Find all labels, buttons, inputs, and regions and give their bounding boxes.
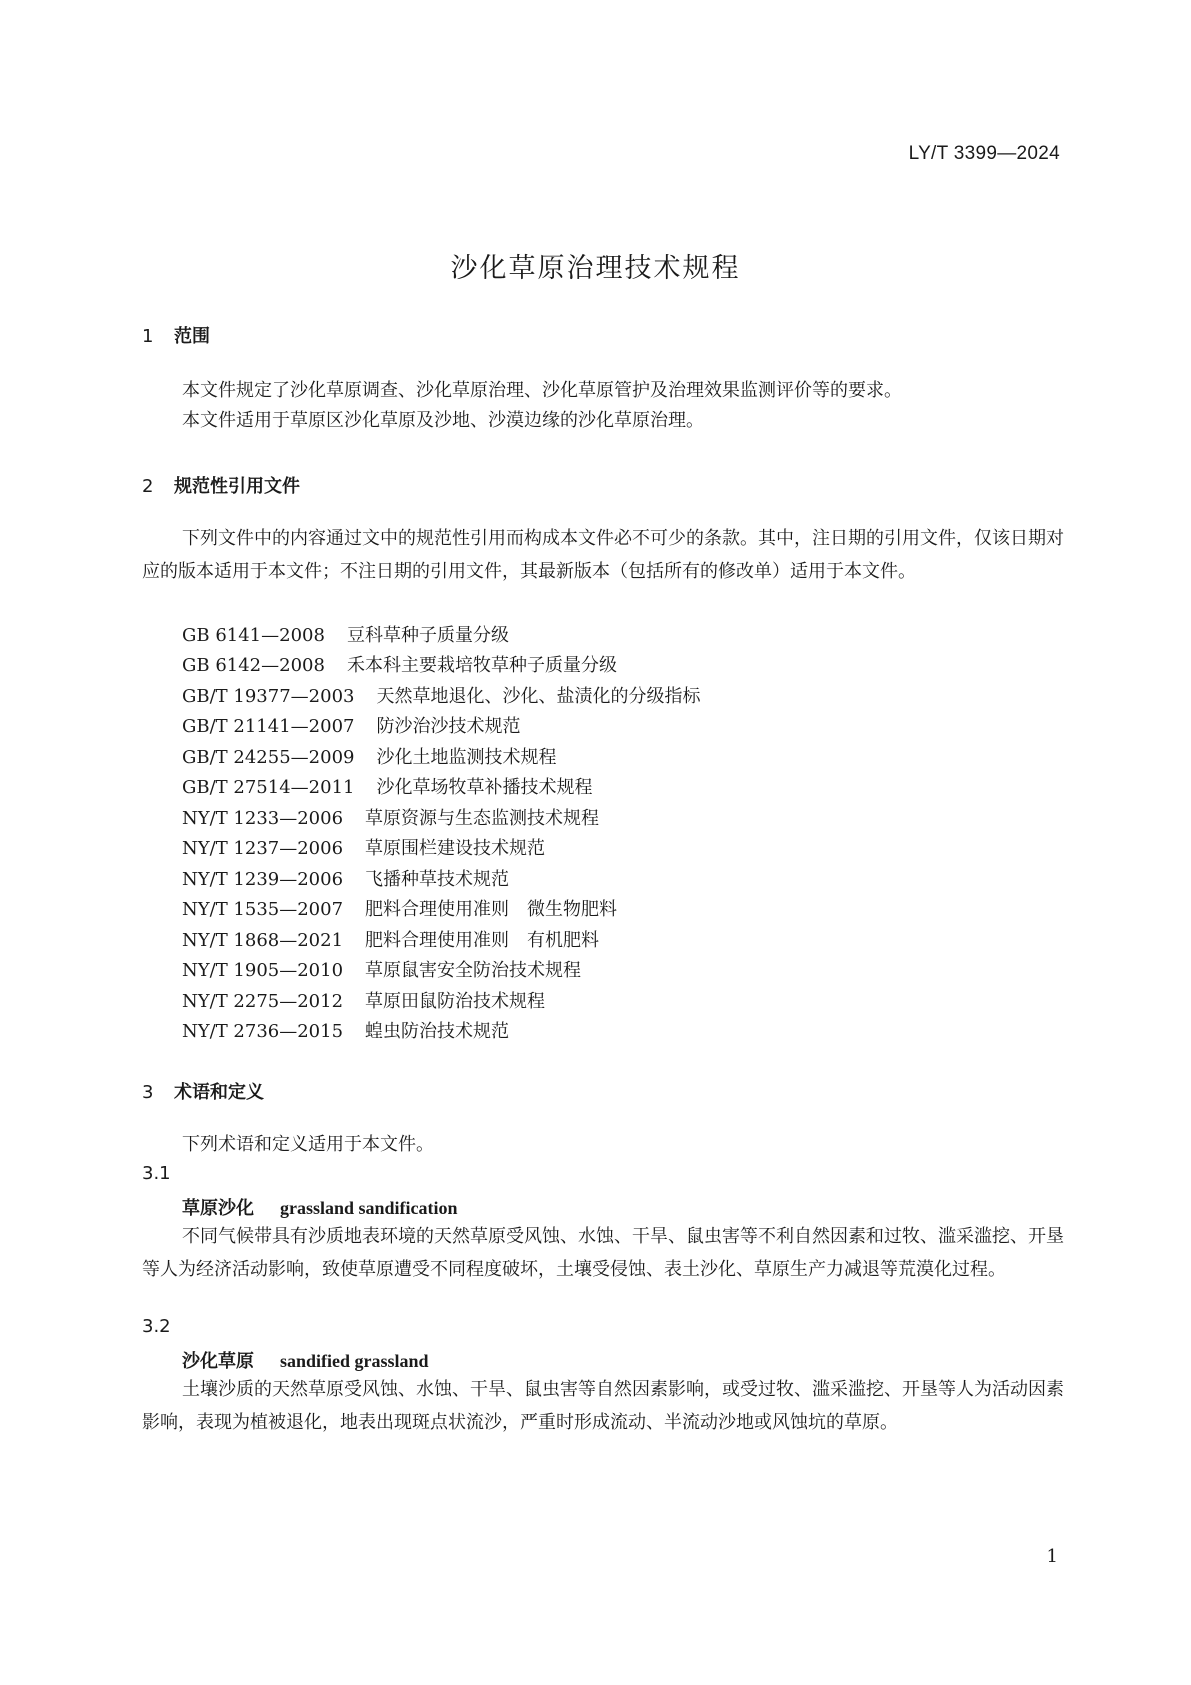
reference-name: 草原田鼠防治技术规程	[365, 991, 546, 1012]
reference-name: 飞播种草技术规范	[365, 869, 510, 890]
section-1-paragraph-2: 本文件适用于草原区沙化草原及沙地、沙漠边缘的沙化草原治理。	[182, 410, 704, 431]
reference-code: NY/T 2736—2015	[182, 1021, 344, 1042]
reference-code: GB/T 21141—2007	[182, 716, 355, 737]
section-number: 3	[142, 1082, 154, 1103]
reference-code: NY/T 1905—2010	[182, 960, 344, 981]
reference-item	[182, 1017, 509, 1043]
reference-item	[182, 804, 599, 830]
reference-name: 草原鼠害安全防治技术规程	[365, 960, 582, 981]
term-heading	[182, 1347, 429, 1373]
reference-name: 沙化土地监测技术规程	[376, 747, 557, 768]
section-2-heading	[142, 472, 300, 498]
reference-name: 蝗虫防治技术规范	[365, 1021, 510, 1042]
term-definition: 土壤沙质的天然草原受风蚀、水蚀、干旱、鼠虫害等自然因素影响，或受过牧、滥采滥挖、开垦等人为活动因素影响，表现为植被退化，地表出现斑点状流沙，严重时形成流动、半流动沙地或风蚀坑的草原。	[142, 1379, 1064, 1433]
reference-item	[182, 834, 545, 860]
reference-item	[182, 895, 617, 921]
section-number: 2	[142, 476, 154, 497]
section-3-heading	[142, 1078, 264, 1104]
reference-item	[182, 621, 509, 647]
reference-item	[182, 651, 617, 677]
reference-code: GB/T 27514—2011	[182, 777, 355, 798]
reference-code: NY/T 2275—2012	[182, 991, 344, 1012]
reference-code: GB/T 24255—2009	[182, 747, 355, 768]
term-zh: 沙化草原	[182, 1351, 254, 1372]
document-title: 沙化草原治理技术规程	[450, 253, 741, 284]
section-title: 术语和定义	[174, 1082, 264, 1103]
section-1-heading	[142, 322, 210, 348]
standard-code: LY/T 3399—2024	[908, 143, 1060, 164]
term-definition: 不同气候带具有沙质地表环境的天然草原受风蚀、水蚀、干旱、鼠虫害等不利自然因素和过牧、滥采滥挖、开垦等人为经济活动影响，致使草原遭受不同程度破坏，土壤受侵蚀、表土沙化、草原生产力减退等荒漠化过程。	[142, 1226, 1064, 1280]
term-heading	[182, 1194, 458, 1220]
term-en: grassland sandification	[280, 1198, 458, 1218]
reference-item	[182, 987, 545, 1013]
section-1-paragraph-1: 本文件规定了沙化草原调查、沙化草原治理、沙化草原管护及治理效果监测评价等的要求。	[182, 380, 902, 401]
section-title: 范围	[174, 326, 210, 347]
section-3-intro: 下列术语和定义适用于本文件。	[182, 1134, 434, 1155]
reference-item	[182, 712, 520, 738]
reference-item	[182, 956, 581, 982]
term-en: sandified grassland	[280, 1351, 429, 1371]
reference-item	[182, 743, 556, 769]
reference-name: 肥料合理使用准则 微生物肥料	[365, 899, 618, 920]
reference-code: GB 6142—2008	[182, 655, 325, 676]
reference-code: NY/T 1233—2006	[182, 808, 344, 829]
reference-name: 豆科草种子质量分级	[346, 625, 509, 646]
reference-name: 草原资源与生态监测技术规程	[365, 808, 600, 829]
reference-name: 草原围栏建设技术规范	[365, 838, 546, 859]
term-zh: 草原沙化	[182, 1198, 254, 1219]
reference-item	[182, 865, 509, 891]
reference-name: 防沙治沙技术规范	[376, 716, 521, 737]
section-2-intro: 下列文件中的内容通过文中的规范性引用而构成本文件必不可少的条款。其中，注日期的引用文件，仅该日期对应的版本适用于本文件；不注日期的引用文件，其最新版本（包括所有的修改单）适用于本文件。	[142, 528, 1064, 582]
reference-code: NY/T 1535—2007	[182, 899, 344, 920]
reference-code: NY/T 1868—2021	[182, 930, 344, 951]
term-number: 3.1	[142, 1163, 171, 1184]
reference-item	[182, 773, 592, 799]
section-title: 规范性引用文件	[174, 476, 300, 497]
reference-code: GB 6141—2008	[182, 625, 325, 646]
reference-name: 禾本科主要栽培牧草种子质量分级	[346, 655, 617, 676]
term-number: 3.2	[142, 1316, 171, 1337]
reference-name: 天然草地退化、沙化、盐渍化的分级指标	[376, 686, 701, 707]
reference-code: NY/T 1239—2006	[182, 869, 344, 890]
reference-code: GB/T 19377—2003	[182, 686, 355, 707]
section-number: 1	[142, 326, 154, 347]
reference-name: 沙化草场牧草补播技术规程	[376, 777, 593, 798]
reference-item	[182, 926, 599, 952]
page-number: 1	[1046, 1546, 1058, 1567]
reference-name: 肥料合理使用准则 有机肥料	[365, 930, 600, 951]
reference-code: NY/T 1237—2006	[182, 838, 344, 859]
reference-item	[182, 682, 700, 708]
